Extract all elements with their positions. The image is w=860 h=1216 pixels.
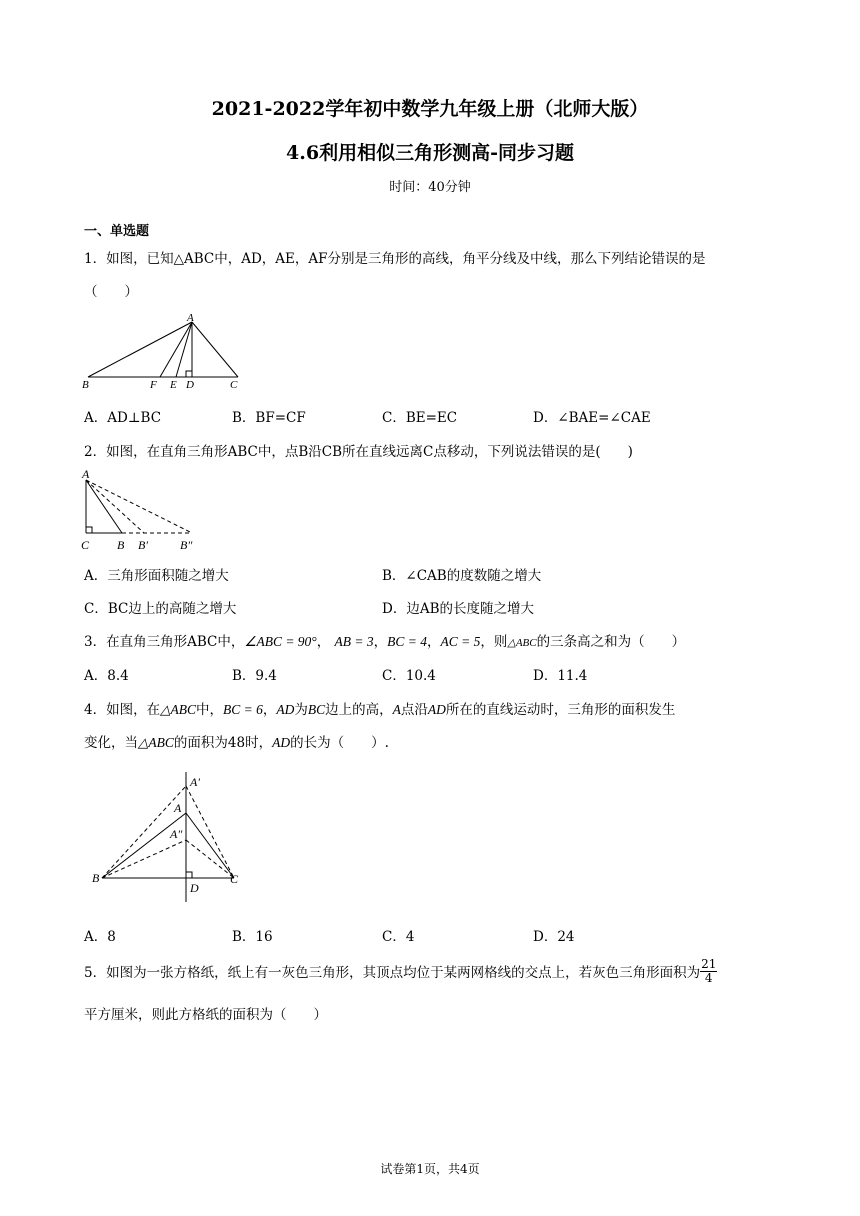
q5-fraction-denominator: 4	[704, 970, 713, 985]
q3-option-a[interactable]: A．8.4	[84, 668, 129, 684]
q4-option-a[interactable]: A．8	[84, 929, 116, 945]
q3-ab: AB = 3	[334, 634, 374, 649]
q2-option-c[interactable]: C．BC边上的高随之增大	[84, 601, 237, 617]
q4-math-a: A	[392, 702, 401, 717]
q5-stem-line1	[84, 958, 717, 984]
q4-math-triangle2: △ABC	[138, 735, 174, 750]
q2-option-a[interactable]: A．三角形面积随之增大	[84, 568, 229, 584]
q1-option-b[interactable]: B．BF=CF	[232, 410, 306, 426]
q4-math-bc2: BC	[307, 702, 326, 717]
q3-ac: AC = 5	[440, 634, 481, 649]
q1-label-b: B	[82, 379, 89, 391]
q4-stem-line2	[84, 731, 389, 751]
q2-label-b: B	[117, 538, 125, 552]
q3-bc: BC = 4	[387, 634, 427, 649]
q1-label-e: E	[170, 379, 177, 391]
q5-fraction	[700, 958, 717, 984]
q3-option-b[interactable]: B．9.4	[232, 668, 277, 684]
page-footer: 试卷第1页，共4页	[380, 1162, 480, 1176]
time-limit: 时间：40分钟	[389, 180, 471, 195]
q4-text-8: 变化，当	[84, 735, 138, 751]
q2-label-b-double-prime: B″	[180, 538, 193, 552]
q3-prefix: 3．在直角三角形ABC中，	[84, 634, 245, 650]
q4-text-1: 4．如图，在	[84, 702, 161, 718]
q4-math-ad3: AD	[272, 735, 291, 750]
q1-label-c: C	[230, 379, 238, 391]
q4-option-c[interactable]: C．4	[382, 929, 415, 945]
q4-math-triangle: △ABC	[160, 702, 196, 717]
q2-option-d[interactable]: D．边AB的长度随之增大	[382, 601, 534, 617]
q4-label-a-prime: A′	[190, 775, 200, 789]
q1-blank: （ ）	[84, 284, 138, 300]
q5-stem-line2: 平方厘米，则此方格纸的面积为（ ）	[84, 1007, 327, 1023]
q3-option-c[interactable]: C．10.4	[382, 668, 436, 684]
q2-right-triangle-figure	[78, 468, 210, 554]
q4-text-9: 的面积为48时，	[173, 735, 273, 751]
q4-text-3: ，	[262, 702, 277, 718]
q1-triangle-figure	[80, 310, 245, 392]
paper-subtitle: 4.6利用相似三角形测高-同步习题	[286, 142, 574, 164]
q4-text-4: 为	[294, 702, 308, 718]
q1-label-a: A	[187, 312, 194, 324]
q4-math-ad: AD	[276, 702, 295, 717]
q2-label-c: C	[81, 538, 90, 552]
q3-triangle: △ABC	[507, 637, 537, 649]
q2-option-b[interactable]: B．∠CAB的度数随之增大	[382, 568, 542, 584]
q2-stem: 2．如图，在直角三角形ABC中，点B沿CB所在直线远离C点移动，下列说法错误的是( )	[84, 444, 633, 460]
q2-label-b-prime: B′	[138, 538, 148, 552]
q4-text-2: 中，	[195, 702, 223, 718]
q4-option-b[interactable]: B．16	[232, 929, 273, 945]
q4-math-bc: BC = 6	[222, 702, 263, 717]
q3-stem: 3．在直角三角形ABC中，∠ABC = 90°， AB = 3，BC = 4，AC = 5，则△ABC的三条高之和为（ ）	[84, 634, 686, 650]
q4-math-ad2: AD	[427, 702, 446, 717]
q3-option-d[interactable]: D．11.4	[533, 668, 588, 684]
q4-text-5: 边上的高，	[325, 702, 393, 718]
q4-triangle-figure	[88, 768, 248, 906]
q1-label-f: F	[150, 379, 157, 391]
q5-fraction-numerator: 21	[701, 957, 717, 971]
q4-label-a-double-prime: A″	[170, 827, 183, 841]
q4-label-c: C	[230, 872, 239, 886]
q5-stem: 5．如图为一张方格纸，纸上有一灰色三角形，其顶点均位于某两网格线的交点上，若灰色三角形面积为	[84, 965, 701, 982]
q1-label-d: D	[186, 379, 194, 391]
q1-option-c[interactable]: C．BE=EC	[382, 410, 458, 426]
q4-text-10: 的长为（ ）.	[290, 735, 389, 751]
q1-stem: 1．如图，已知△ABC中，AD，AE，AF分别是三角形的高线，角平分线及中线，那么下列结论错误的是	[84, 251, 706, 267]
paper-title: 2021-2022学年初中数学九年级上册（北师大版）	[211, 98, 649, 120]
q3-suffix: 的三条高之和为（ ）	[536, 634, 686, 650]
q4-stem-line1	[84, 698, 675, 718]
section-heading: 一、单选题	[84, 224, 150, 239]
q2-label-a: A	[82, 468, 90, 481]
q4-label-b: B	[92, 871, 100, 885]
q4-label-d: D	[190, 881, 199, 895]
q1-option-d[interactable]: D．∠BAE=∠CAE	[533, 410, 651, 426]
q4-text-6: 点沿	[400, 702, 428, 718]
q4-text-7: 所在的直线运动时，三角形的面积发生	[445, 702, 676, 718]
q3-angle-abc: ∠ABC = 90°	[244, 634, 317, 649]
q4-option-d[interactable]: D．24	[533, 929, 575, 945]
q4-label-a: A	[174, 801, 182, 815]
q1-option-a[interactable]: A．AD⊥BC	[84, 410, 162, 426]
